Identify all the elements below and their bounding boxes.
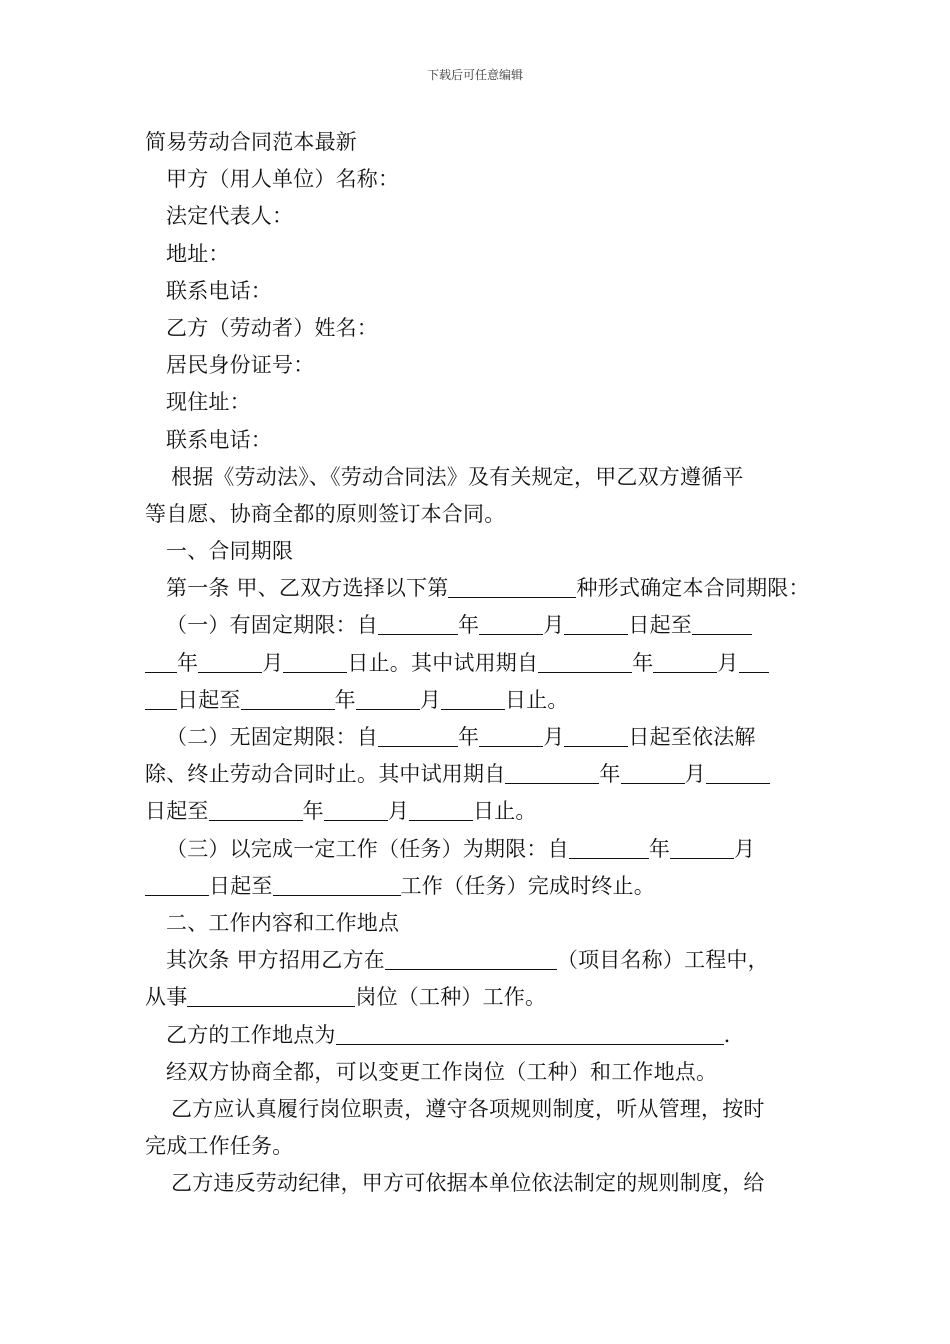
- non-fixed-term-line-3: [145, 793, 825, 830]
- duty-paragraph-line-2: 完成工作任务。: [145, 1134, 294, 1159]
- until-terminated-label: 日起至依法解: [628, 725, 756, 749]
- year-label: 年: [632, 650, 654, 675]
- month-label: 月: [543, 613, 565, 638]
- article-2-text-d: 岗位（工种）工作。: [355, 985, 547, 1010]
- page-header-note: 下载后可任意编辑: [426, 68, 523, 82]
- contract-title: 简易劳动合同范本最新: [145, 130, 357, 154]
- fixed-term-line-2: [145, 645, 825, 682]
- section-heading-work: 二、工作内容和工作地点: [166, 910, 400, 935]
- legal-representative-field: 法定代表人：: [166, 204, 294, 229]
- article-2-line-1: [145, 942, 825, 979]
- article-1-line: [145, 570, 825, 607]
- blank-field: [198, 653, 262, 673]
- blank-field: [145, 876, 209, 896]
- day-from-to-label: 日起至: [628, 613, 693, 638]
- blank-field: [538, 653, 632, 673]
- fixed-term-line-3: [145, 682, 825, 719]
- day-end-label: 日止。: [505, 687, 569, 712]
- blank-field: [324, 801, 388, 821]
- party-b-name-field: 乙方（劳动者）姓名：: [166, 315, 378, 340]
- blank-field: [241, 690, 335, 710]
- task-term-line-2: [145, 868, 825, 905]
- blank-field: [653, 653, 717, 673]
- non-fixed-term-label: （二）无固定期限：自: [166, 725, 378, 749]
- fixed-term-label: （一）有固定期限：自: [166, 613, 378, 638]
- article-2-line-2: [145, 979, 825, 1016]
- blank-workplace: [336, 1025, 724, 1045]
- blank-field: [670, 839, 734, 859]
- current-address-field: 现住址：: [166, 390, 251, 415]
- basis-paragraph-line-2: 等自愿、协商全都的原则签订本合同。: [145, 501, 506, 526]
- party-a-name-field: 甲方（用人单位）名称：: [166, 167, 400, 192]
- id-number-field: 居民身份证号：: [166, 353, 315, 378]
- change-line: 经双方协商全都，可以变更工作岗位（工种）和工作地点。: [166, 1059, 718, 1084]
- basis-paragraph-line-1: 根据《劳动法》、《劳动合同法》及有关规定，甲乙双方遵循平: [171, 464, 744, 489]
- day-end-label: 日止。: [473, 799, 537, 824]
- month-label: 月: [262, 650, 284, 675]
- year-label: 年: [458, 725, 480, 749]
- violation-paragraph-line-1: 乙方违反劳动纪律，甲方可依据本单位依法制定的规则制度，给: [171, 1171, 765, 1196]
- year-label: 年: [648, 836, 671, 861]
- blank-field: [564, 727, 628, 747]
- month-label: 月: [387, 799, 410, 824]
- month-label: 月: [734, 836, 756, 861]
- article-2-text-b: （项目名称）工程中，: [556, 948, 769, 973]
- article-2-text-c: 从事: [145, 985, 188, 1010]
- workplace-label: 乙方的工作地点为: [166, 1022, 336, 1047]
- article-2-text-a: 其次条 甲方招用乙方在: [166, 948, 385, 973]
- blank-field: [479, 615, 543, 635]
- year-label: 年: [334, 687, 356, 712]
- blank-field: [739, 653, 769, 673]
- blank-field: [441, 690, 505, 710]
- year-label: 年: [458, 613, 480, 638]
- month-label: 月: [419, 687, 442, 712]
- section-heading-term: 一、合同期限: [166, 539, 294, 564]
- blank-field: [145, 653, 177, 673]
- blank-field: [209, 801, 303, 821]
- blank-form-number: [448, 578, 576, 598]
- blank-field: [356, 690, 420, 710]
- party-a-phone-field: 联系电话：: [166, 278, 272, 303]
- task-term-line-1: [145, 831, 825, 868]
- blank-field: [706, 764, 770, 784]
- task-complete-label: 工作（任务）完成时终止。: [400, 873, 656, 898]
- month-label: 月: [717, 650, 739, 675]
- blank-field: [378, 727, 458, 747]
- blank-field: [273, 876, 401, 896]
- day-from-to-label: 日起至: [209, 873, 273, 898]
- blank-field: [564, 615, 628, 635]
- party-b-phone-field: 联系电话：: [166, 427, 272, 452]
- day-from-to-label: 日起至: [177, 687, 241, 712]
- blank-position: [187, 987, 355, 1007]
- non-fixed-term-line-1: [145, 719, 825, 756]
- year-label: 年: [302, 799, 324, 824]
- blank-field: [479, 727, 543, 747]
- contract-document: [145, 124, 825, 1202]
- probation-label: 日止。其中试用期自: [347, 650, 539, 675]
- blank-field: [692, 615, 752, 635]
- blank-field: [569, 839, 649, 859]
- month-label: 月: [543, 725, 565, 749]
- fixed-term-line-1: [145, 607, 825, 644]
- blank-field: [409, 801, 473, 821]
- period-mark: .: [723, 1022, 731, 1047]
- blank-field: [621, 764, 685, 784]
- day-from-to-label: 日起至: [145, 799, 209, 824]
- duty-paragraph-line-1: 乙方应认真履行岗位职责，遵守各项规则制度，听从管理，按时: [171, 1096, 765, 1121]
- probation-label: 除、终止劳动合同时止。其中试用期自: [145, 762, 506, 787]
- blank-field: [378, 615, 458, 635]
- blank-field: [505, 764, 599, 784]
- workplace-line: [145, 1017, 825, 1054]
- task-term-label: （三）以完成一定工作（任务）为期限：自: [166, 836, 569, 861]
- blank-field: [283, 653, 347, 673]
- blank-field: [145, 690, 177, 710]
- article-1-text-b: 种形式确定本合同期限：: [576, 576, 810, 601]
- month-label: 月: [684, 762, 706, 787]
- address-field: 地址：: [166, 241, 230, 266]
- year-label: 年: [177, 650, 199, 675]
- article-1-text-a: 第一条 甲、乙双方选择以下第: [166, 576, 449, 601]
- year-label: 年: [599, 762, 621, 787]
- blank-project-name: [385, 950, 557, 970]
- non-fixed-term-line-2: [145, 756, 825, 793]
